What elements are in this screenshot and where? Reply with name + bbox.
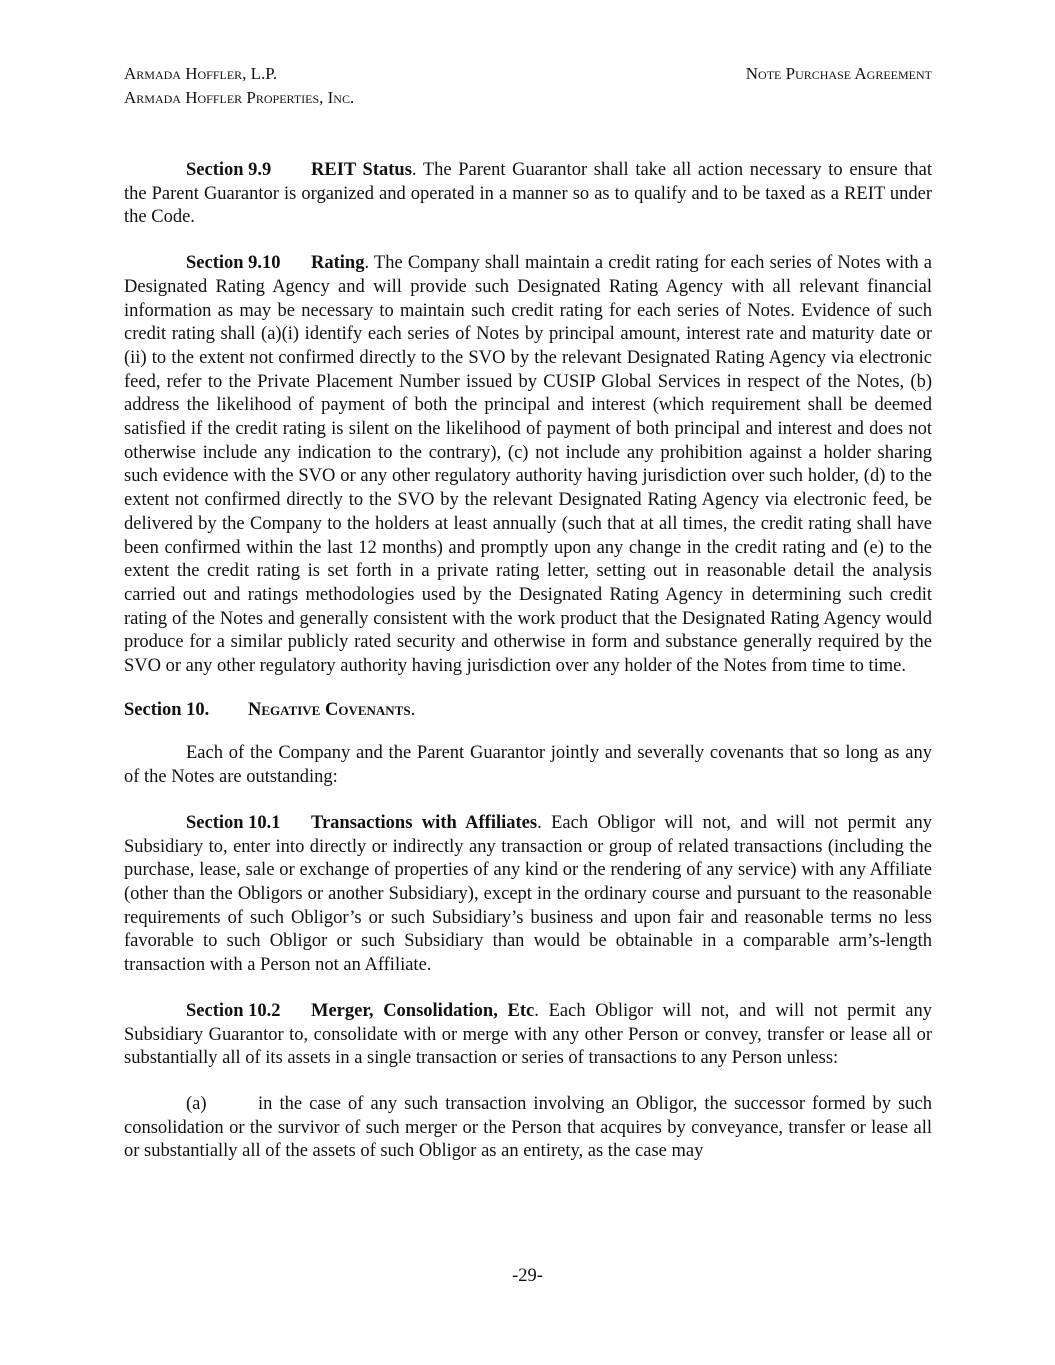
section-10-period: . bbox=[410, 699, 416, 720]
section-9-9-title: REIT Status bbox=[311, 160, 412, 180]
clause-a bbox=[124, 1093, 932, 1164]
section-10-2 bbox=[124, 1000, 932, 1071]
section-9-9-text: . The Parent Guarantor shall take all action necessary to ensure that the Parent Guarantor is organized and operated in a manner so as to qualify and to be taxed as a REIT under the Code. bbox=[124, 160, 932, 228]
section-9-10 bbox=[124, 252, 932, 679]
section-10-intro: Each of the Company and the Parent Guarantor jointly and severally covenants that so long as any of the Notes are outstanding: bbox=[124, 743, 932, 788]
running-header bbox=[124, 62, 932, 110]
section-10-1-title: Transactions with Affiliates bbox=[311, 812, 538, 833]
section-10-1-text: . Each Obligor will not, and will not permit any Subsidiary to, enter into directly or indirectly any transaction or group of related transactions (including the purchase, lease, sale or exchange of properties of any kind or the rendering of any service) with any Affiliate (other than the Obligors or another Subsidiary), except in the ordinary course and pursuant to the reasonable requirements of such Obligor’s or such Subsidiary’s business and upon fair and reasonable terms no less favorable to such Obligor or such Subsidiary than would be obtainable in a comparable arm’s-length transaction with a Person not an Affiliate. bbox=[124, 812, 932, 976]
section-9-10-title: Rating bbox=[311, 253, 365, 274]
section-10-1-number: Section 10.1 bbox=[186, 812, 281, 833]
section-9-9-number: Section 9.9 bbox=[186, 160, 272, 180]
header-company-1: Armada Hoffler, L.P. bbox=[124, 64, 278, 83]
section-10-1 bbox=[124, 812, 932, 978]
page-number: -29- bbox=[512, 1266, 543, 1286]
header-company-2: Armada Hoffler Properties, Inc. bbox=[124, 88, 355, 107]
header-left bbox=[124, 62, 354, 110]
section-9-10-number: Section 9.10 bbox=[186, 253, 281, 274]
header-document-title: Note Purchase Agreement bbox=[745, 64, 932, 83]
section-10-2-title: Merger, Consolidation, Etc bbox=[311, 1000, 535, 1021]
clause-a-label: (a) bbox=[186, 1093, 207, 1114]
document-page bbox=[124, 62, 932, 1164]
section-9-9 bbox=[124, 159, 932, 230]
section-10-2-text: . Each Obligor will not, and will not permit any Subsidiary Guarantor to, consolidate with or merge with any other Person or convey, transfer or lease all or substantially all of its assets in a single transaction or series of transactions to any Person unless: bbox=[124, 1000, 933, 1069]
section-10-heading bbox=[124, 699, 932, 723]
clause-a-text: in the case of any such transaction involving an Obligor, the successor formed by such consolidation or the survivor of such merger or the Person that acquires by conveyance, transfer or lease all or substantially all of the assets of such Obligor as an entirety, as the case may bbox=[124, 1093, 932, 1162]
section-10-title: Negative Covenants bbox=[248, 699, 411, 720]
section-10-number: Section 10. bbox=[124, 699, 210, 720]
section-10-2-number: Section 10.2 bbox=[186, 1000, 281, 1021]
section-9-10-text: . The Company shall maintain a credit rating for each series of Notes with a Designated Rating Agency and will provide such Designated Rating Agency with all relevant financial information as may be necessary to maintain such credit rating for each series of Notes. Evidence of such credit rating shall (a)(i) identify each series of Notes by principal amount, interest rate and maturity date or (ii) to the extent not confirmed directly to the SVO by the relevant Designated Rating Agency via electronic feed, refer to the Private Placement Number issued by CUSIP Global Services in respect of the Notes, (b) address the likelihood of payment of both the principal and interest (which requirement shall be deemed satisfied if the credit rating is silent on the likelihood of payment of both principal and interest and does not otherwise include any indication to the contrary), (c) not include any prohibition against a holder sharing such evidence with the SVO or any other regulatory authority having jurisdiction over such holder, (d) to the extent not confirmed directly to the SVO by the relevant Designated Rating Agency via electronic feed, be delivered by the Company to the holders at least annually (such that at all times, the credit rating shall have been confirmed within the last 12 months) and promptly upon any change in the credit rating and (e) to the extent the credit rating is set forth in a private rating letter, setting out in reasonable detail the analysis carried out and ratings methodologies used by the Designated Rating Agency in determining such credit rating of the Notes and generally consistent with the work product that the Designated Rating Agency would produce for a similar publicly rated security and otherwise in form and substance generally required by the SVO or any other regulatory authority having jurisdiction over any holder of the Notes from time to time. bbox=[124, 253, 932, 677]
